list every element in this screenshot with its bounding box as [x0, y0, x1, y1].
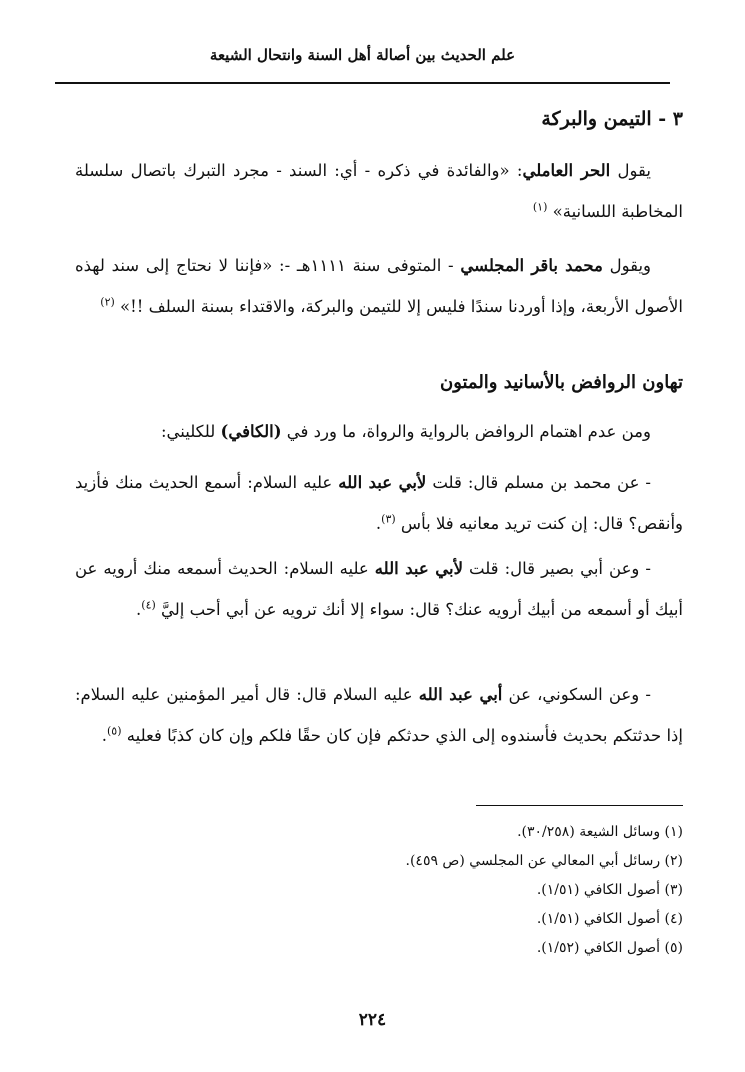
- text: - المتوفى سنة ١١١١هـ -: «فإننا لا نحتاج إلى سند لهذه الأصول الأربعة، وإذا أوردنا سندًا فليس إلا للتيمن والبركة، والاقتداء بسنة السلف !!»: [75, 256, 683, 316]
- section-heading-tayammun: ٣ - التيمن والبركة: [541, 108, 683, 130]
- text: .: [375, 514, 382, 533]
- footnote-rule: [476, 805, 683, 806]
- text: ومن عدم اهتمام الروافض بالرواية والرواة، ما ورد في: [281, 422, 651, 441]
- narration-abu-basir: [75, 548, 683, 630]
- footnote-ref-2[interactable]: (٢): [100, 295, 115, 309]
- text: .: [101, 726, 107, 745]
- paragraph-kafi-intro: [75, 411, 683, 452]
- text: - وعن أبي بصير قال: قلت: [463, 559, 651, 578]
- footnote-ref-4[interactable]: (٤): [141, 598, 156, 612]
- text: : «والفائدة في ذكره - أي: السند - مجرد التبرك باتصال سلسلة المخاطبة اللسانية»: [75, 161, 683, 221]
- narration-sakuni: [75, 674, 683, 756]
- footnotes: [75, 818, 683, 963]
- text: - عن محمد بن مسلم قال: قلت: [426, 473, 651, 492]
- text: .: [136, 600, 142, 619]
- text: عليه السلام قال: قال أمير المؤمنين عليه السلام: إذا حدثتكم بحديث فأسندوه إلى الذي حدثكم فإن كان حقًا فلكم وإن كان كذبًا فعليه: [75, 685, 683, 745]
- bold-title: (الكافي): [220, 422, 282, 441]
- footnote-4: (٤) أصول الكافي (١/٥١).: [536, 911, 683, 927]
- bold-name: لأبي عبد الله: [374, 559, 463, 578]
- text: للكليني:: [160, 422, 221, 441]
- footnote-1: (١) وسائل الشيعة (٣٠/٢٥٨).: [517, 824, 683, 840]
- narration-muslim: [75, 462, 683, 544]
- footnote-5: (٥) أصول الكافي (١/٥٢).: [536, 940, 683, 956]
- text: يقول: [610, 161, 651, 180]
- text: - وعن السكوني، عن: [502, 685, 651, 704]
- bold-name: الحر العاملي: [522, 161, 611, 180]
- subsection-heading: تهاون الروافض بالأسانيد والمتون: [439, 372, 683, 393]
- footnote-2: (٢) رسائل أبي المعالي عن المجلسي (ص ٤٥٩).: [405, 853, 683, 869]
- bold-name: محمد باقر المجلسي: [460, 256, 603, 275]
- text: ويقول: [602, 256, 652, 275]
- footnote-ref-3[interactable]: (٣): [381, 512, 396, 526]
- text: عليه السلام: أسمع الحديث منك فأزيد وأنقص؟ قال: إن كنت تريد معانيه فلا بأس: [75, 473, 683, 533]
- bold-name: أبي عبد الله: [418, 685, 503, 704]
- paragraph-majlisi: [75, 245, 683, 327]
- page-number: ٢٢٤: [358, 1010, 387, 1030]
- paragraph-hurr-amili: [75, 150, 683, 232]
- footnote-ref-5[interactable]: (٥): [106, 724, 122, 738]
- text: عليه السلام: الحديث أسمعه منك أرويه عن أبيك أو أسمعه من أبيك أرويه عنك؟ قال: سواء إلا أنك ترويه عن أبي أحب إليَّ: [75, 559, 683, 619]
- bold-name: لأبي عبد الله: [338, 473, 427, 492]
- header-rule: [55, 82, 670, 84]
- footnote-ref-1[interactable]: (١): [532, 200, 548, 214]
- running-header: علم الحديث بين أصالة أهل السنة وانتحال الشيعة: [209, 46, 516, 64]
- footnote-3: (٣) أصول الكافي (١/٥١).: [536, 882, 683, 898]
